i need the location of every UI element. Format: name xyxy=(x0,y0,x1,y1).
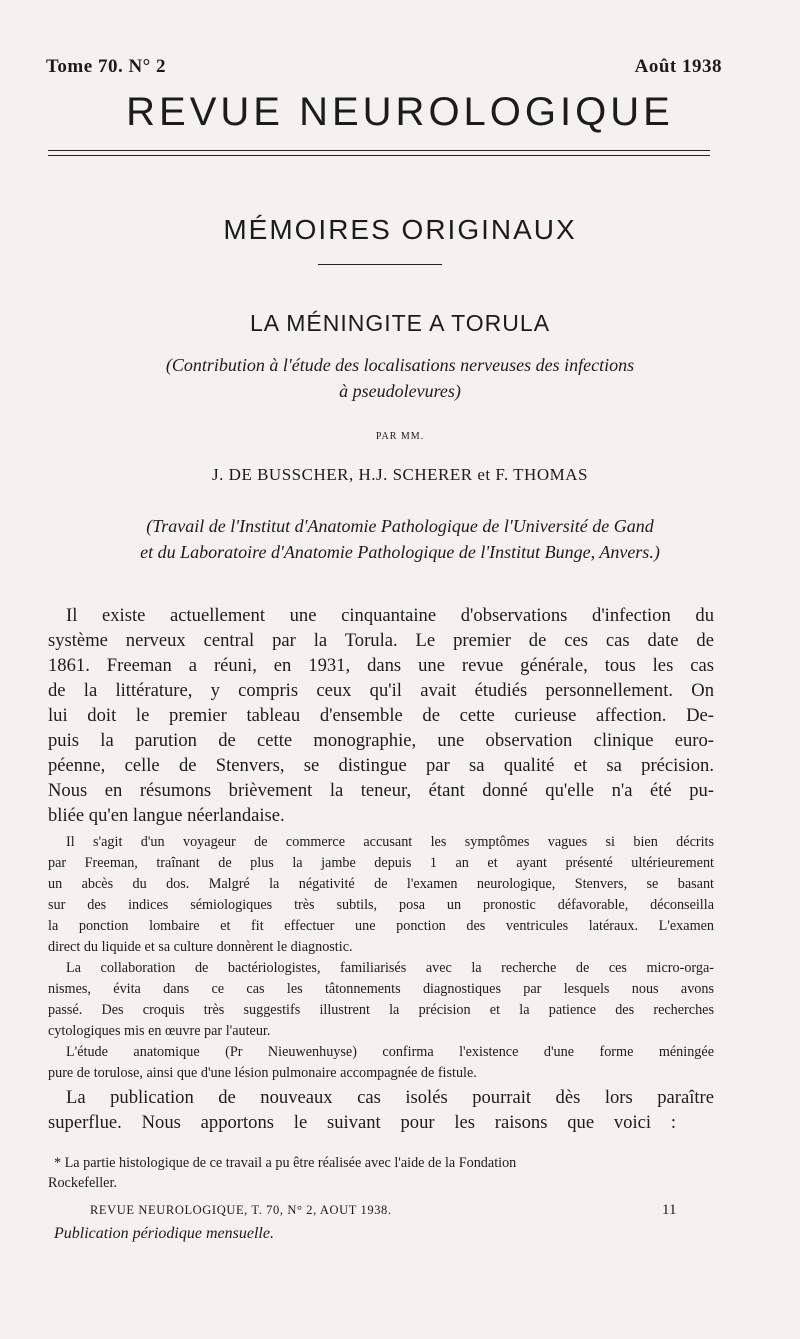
text-line: un abcès du dos. Malgré la négativité de l'examen neurologique, Stenvers, se basant xyxy=(48,876,714,892)
volume-number: Tome 70. N° 2 xyxy=(46,56,167,77)
text-line: La publication de nouveaux cas isolés pourrait dès lors paraître xyxy=(66,1087,714,1108)
par-label: PAR MM. xyxy=(375,431,425,442)
text-line: L'étude anatomique (Pr Nieuwenhuyse) confirma l'existence d'une forme méningée xyxy=(66,1044,714,1060)
text-line: la ponction lombaire et fit effectuer une ponction des ventricules latéraux. L'examen xyxy=(48,918,714,934)
footnote-line: * La partie histologique de ce travail a pu être réalisée avec l'aide de la Fondation xyxy=(54,1155,517,1171)
page-header xyxy=(46,56,722,78)
section-title: MÉMOIRES ORIGINAUX xyxy=(223,214,577,245)
text-line: puis la parution de cette monographie, une observation clinique euro- xyxy=(48,730,714,751)
running-footer: REVUE NEUROLOGIQUE, T. 70, N° 2, AOUT 1938. xyxy=(90,1203,392,1217)
publication-note: Publication périodique mensuelle. xyxy=(54,1225,274,1242)
section-rule xyxy=(318,264,442,265)
text-line: Il existe actuellement une cinquantaine d'observations d'infection du xyxy=(66,605,714,626)
text-line: pure de torulose, ainsi que d'une lésion pulmonaire accompagnée de fistule. xyxy=(48,1065,477,1081)
text-line: direct du liquide et sa culture donnèrent le diagnostic. xyxy=(48,939,353,955)
affiliation-line: (Travail de l'Institut d'Anatomie Pathologique de l'Université de Gand xyxy=(146,516,654,536)
header-rule-bottom xyxy=(48,155,710,156)
text-line: Il s'agit d'un voyageur de commerce accusant les symptômes vagues si bien décrits xyxy=(66,834,714,850)
page-number: 11 xyxy=(662,1202,677,1218)
footnote-line: Rockefeller. xyxy=(48,1175,117,1191)
text-line: bliée qu'en langue néerlandaise. xyxy=(48,805,285,826)
text-line: de la littérature, y compris ceux qu'il avait étudiés personnellement. On xyxy=(48,680,714,701)
text-line: système nerveux central par la Torula. Le premier de ces cas date de xyxy=(48,630,714,651)
text-line: 1861. Freeman a réuni, en 1931, dans une revue générale, tous les cas xyxy=(48,655,714,676)
text-line: sur des indices sémiologiques très subtils, posa un pronostic défavorable, déconseilla xyxy=(48,897,714,913)
issue-date: Août 1938 xyxy=(634,56,722,77)
affiliation-line: et du Laboratoire d'Anatomie Pathologique de l'Institut Bunge, Anvers.) xyxy=(140,542,660,562)
text-line: La collaboration de bactériologistes, familiarisés avec la recherche de ces micro-orga- xyxy=(66,960,714,976)
text-line: passé. Des croquis très suggestifs illustrent la précision et la patience des recherches xyxy=(48,1002,714,1018)
article-subtitle-line: (Contribution à l'étude des localisations nerveuses des infections xyxy=(165,355,635,375)
authors: J. DE BUSSCHER, H.J. SCHERER et F. THOMAS xyxy=(212,465,588,484)
text-line: nismes, évita dans ce cas les tâtonnements diagnostiques par lesquels nous avons xyxy=(48,981,714,997)
text-line: péenne, celle de Stenvers, se distingue par sa qualité et sa précision. xyxy=(48,755,714,776)
text-line: par Freeman, traînant de plus la jambe depuis 1 an et ayant présenté ultérieurement xyxy=(48,855,714,871)
text-line: Nous en résumons brièvement la teneur, étant donné qu'elle n'a été pu- xyxy=(48,780,714,801)
header-rule-top xyxy=(48,150,710,151)
journal-title: REVUE NEUROLOGIQUE xyxy=(126,90,674,134)
text-line: lui doit le premier tableau d'ensemble de cette curieuse affection. De- xyxy=(48,705,714,726)
article-title: LA MÉNINGITE A TORULA xyxy=(249,310,551,336)
text-line: cytologiques mis en œuvre par l'auteur. xyxy=(48,1023,271,1039)
article-subtitle-line: à pseudolevures) xyxy=(339,381,461,401)
text-line: superflue. Nous apportons le suivant pour les raisons que voici : xyxy=(48,1112,676,1133)
